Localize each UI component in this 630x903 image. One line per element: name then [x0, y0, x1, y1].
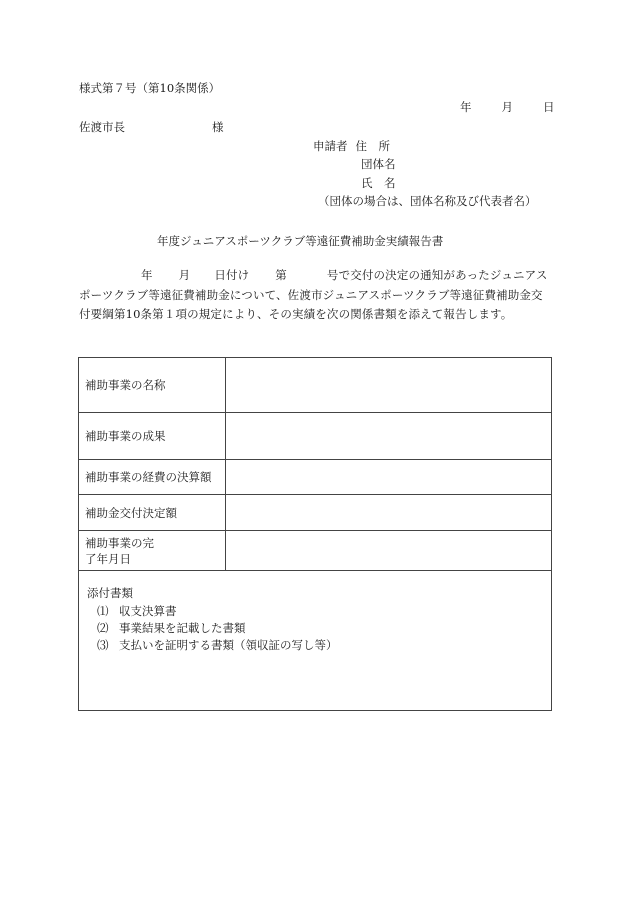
row-label-expense-settlement: 補助事業の経費の決算額 [79, 460, 226, 495]
row-label-grant-amount: 補助金交付決定額 [79, 495, 226, 531]
attachment-text: 支払いを証明する書類（領収証の写し等） [119, 638, 338, 652]
table-row [79, 495, 552, 531]
attachment-text: 収支決算書 [119, 604, 177, 618]
attachment-number: ⑵ [97, 621, 109, 635]
document-title: 年度ジュニアスポーツクラブ等遠征費補助金実績報告書 [157, 234, 444, 248]
row-label-project-result: 補助事業の成果 [79, 413, 226, 460]
attachment-item [97, 637, 338, 653]
attachments-title: 添付書類 [87, 586, 133, 600]
addressee: 佐渡市長 [79, 120, 125, 134]
row-value-completion-date[interactable] [226, 531, 552, 571]
name-label: 氏 名 [361, 176, 396, 190]
table-row [79, 358, 552, 413]
attachments-box [78, 570, 552, 711]
attachment-item [97, 620, 246, 636]
date-day: 日 [543, 100, 555, 114]
row-value-project-result[interactable] [226, 413, 552, 460]
table-row [79, 460, 552, 495]
table-row [79, 413, 552, 460]
attachment-number: ⑴ [97, 604, 109, 618]
row-label-completion-date: 補助事業の完了年月日 [79, 531, 226, 571]
date-line [460, 99, 555, 115]
body-month: 月 [178, 268, 191, 282]
attachment-text: 事業結果を記載した書類 [119, 621, 246, 635]
honorific: 様 [212, 120, 224, 134]
table-row [79, 531, 552, 571]
body-paragraph [79, 266, 551, 325]
applicant-address-line [313, 138, 390, 154]
row-value-project-name[interactable] [226, 358, 552, 413]
attachment-number: ⑶ [97, 638, 109, 652]
body-number-prefix: 第 [275, 268, 287, 282]
body-year: 年 [141, 268, 153, 282]
date-month: 月 [501, 100, 513, 114]
org-label: 団体名 [361, 157, 396, 171]
date-year: 年 [460, 100, 472, 114]
applicant-label: 申請者 [313, 139, 348, 153]
report-table [78, 357, 552, 571]
row-label-project-name: 補助事業の名称 [79, 358, 226, 413]
row-value-expense-settlement[interactable] [226, 460, 552, 495]
body-text: 号で交付の決定の通知があったジュニアスポーツクラブ等遠征費補助金について、佐渡市ジュニアスポーツクラブ等遠征費補助金交付要綱第10条第１項の規定により、その実績を次の関係書類を添えて報告します。 [79, 268, 548, 321]
body-day: 日付け [214, 268, 250, 282]
attachment-item [97, 603, 177, 619]
row-value-grant-amount[interactable] [226, 495, 552, 531]
form-number: 様式第７号（第10条関係） [79, 81, 221, 95]
applicant-note: （団体の場合は、団体名称及び代表者名） [318, 194, 537, 208]
address-label: 住 所 [355, 139, 390, 153]
